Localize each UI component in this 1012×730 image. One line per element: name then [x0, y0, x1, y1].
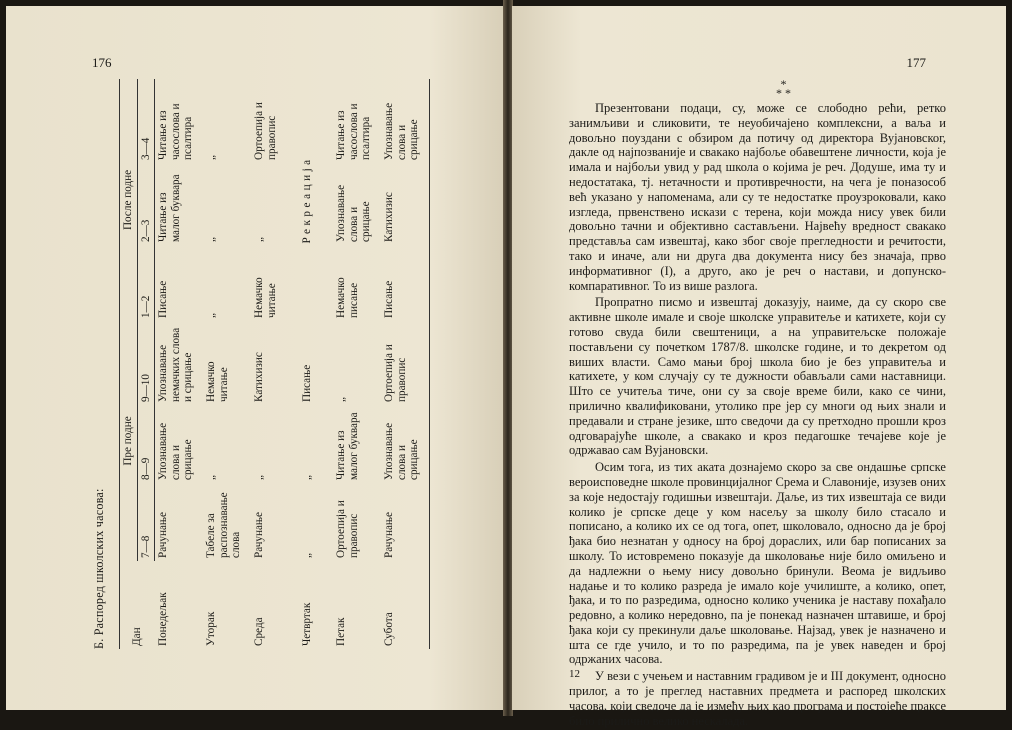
table-cell: Рачунање [381, 483, 430, 561]
table-cell: Немачко читање [253, 277, 278, 318]
hour-header: 2—3 [137, 163, 155, 245]
hour-header: 8—9 [137, 405, 155, 483]
table-cell: „ [205, 155, 218, 160]
school-schedule-table [119, 79, 430, 649]
table-cell: Катихизис [253, 352, 266, 402]
table-row [381, 79, 430, 649]
table-cell: Ортоепија и правопис [253, 102, 278, 160]
body-text [569, 101, 946, 730]
day-cell: Среда [253, 617, 266, 646]
table-row [251, 79, 299, 649]
right-page [512, 6, 1006, 728]
page-number: 176 [92, 55, 112, 70]
left-page [6, 6, 504, 710]
day-cell: Петак [335, 617, 348, 646]
table-cell: Упознавање немачких слова и срицање [157, 327, 195, 402]
table-cell: Ортоепија и правопис [381, 321, 430, 405]
table-row [333, 79, 381, 649]
after-noon-header: После подне [120, 79, 138, 321]
table-cell: Упознавање слова и срицање [381, 405, 430, 483]
day-cell: Уторак [205, 611, 218, 646]
table-cell: Читање из малог буквара [335, 412, 360, 480]
paragraph: У вези с учењем и наставним градивом је и III документ, односно прилог, а то је преглед наставних предмета и распоред школских часова, који сведоче да је између њих као програма и постојеће праксе било прилично велико нескалада. [569, 669, 946, 728]
table-cell: Немачко писање [335, 277, 360, 318]
table-cell: Писање [381, 245, 430, 321]
table-caption: Б. Распоред школских часова: [92, 488, 106, 649]
paragraph: Презентовани подаци, су, може се слободно рећи, ретко занимљиви и сликовити, те неуобичајено комплексни, а ваља и довољно поуздани с обзиром да потичу од директора Вујановског, дакле од најпозваније и свакако најбоље обавештене личности, која је имала и најбољи увид у рад школа о којима је реч. Додуше, има ту и недостатака, тј. нетачности и противречности, на чега је поназоcоб већ указано у напоменама, али су те недостатке проузроковали, како изгледа, првенствено искази с терена, који можда нису увек били довољно тачни и објективно састављени. Највећу вредност свакако представља сам извештај, како због своје прегледности и речитости, тако и иначе, али ни друга два документа нису без значаја, прво информативног (I), а друго, ако је реч о настави, и допунско-компаративног. То из више разлога. [569, 101, 946, 293]
rotated-table-block [89, 59, 461, 649]
before-noon-header: Пре подне [120, 321, 138, 561]
table-cell: „ [335, 397, 348, 402]
table-cell: Упознавање слова и срицање [335, 184, 373, 242]
table-cell: Катихизис [381, 163, 430, 245]
paragraph: Пропратно писмо и извештај доказују, наиме, да су скоро све активне школе имале и своје школске управитеље и катихете, који су готово свуда били свештеници, а на управитељске положаје постављени су почетком 1787/8. школске године, и то декретом од виших власти. Само мањи број школа био је без управитеља и катихете, у ком случају су те дужности обављали сами наставници. Што се учитеља тиче, они су за своје време били, како се чини, прилично квалификовани, утолико пре јер су многи од њих знали и предавали и стране језике, што сведочи да су претходно прошли кроз одговарајуће школе, а свакако и кроз педагошке течајеве које је одржавао сам Вујановски. [569, 295, 946, 458]
table-cell: Табеле за распознавање слова [205, 492, 243, 558]
table-row [203, 79, 251, 649]
table-cell: „ [253, 475, 266, 480]
hour-header: 9—10 [137, 321, 155, 405]
table-cell: Упознавање слова и срицање [157, 422, 195, 480]
signature-mark: 12 [569, 668, 580, 680]
table-cell: Читање из часослова и псалтира [335, 103, 373, 160]
table-cell: „ [253, 237, 266, 242]
table-cell: Упознавање слова и срицање [381, 79, 430, 163]
table-cell: Немачко читање [205, 361, 230, 402]
table-cell: Писање [157, 280, 170, 318]
table-cell: „ [205, 313, 218, 318]
page-number: 177 [906, 55, 926, 70]
paragraph: Осим тога, из тих аката дознајемо скоро за све ондашње српске вероисповедне школе провинцијалног Срема и Славоније, изузев оних за које недостају годишњи извештаји. Даље, из тих извештаја се види колико је српске деце у ком насељу за школу било стасало и пописано, а колико их се од тога, опет, школовало, односно да је број ђака био незнатан у односу на број дораслих, или бар пописаних за школу. То истовремено показује да школовање није било омиљено и да надлежни о њему нису довољно бринули. Веома је видљиво надање и то колико разреда је имало које училиште, а колико, опет, ђака, и то по разредима, односно колико ученика је наставу похађало редовно, а колико нередовно, па је понекад назначен штавише, и број ђака који су прекинули даље школовање. Најзад, увек је назначено и шта се где учило, и то по разредима, па је увек наведен и број одржаних часова. [569, 460, 946, 667]
hour-header: 7—8 [137, 483, 155, 561]
day-header: Дан [120, 561, 155, 649]
table-cell: Рачунање [253, 512, 266, 558]
day-cell: Понедељак [156, 592, 169, 646]
day-cell: Четвртак [301, 602, 314, 646]
hour-header: 1—2 [137, 245, 155, 321]
day-cell: Субота [381, 561, 430, 649]
table-cell: „ [301, 553, 314, 558]
section-stars: * * * [776, 77, 791, 100]
table-cell: Писање [301, 364, 314, 402]
table-cell: „ [205, 475, 218, 480]
table-cell: Рачунање [157, 512, 170, 558]
table-cell: „ [205, 237, 218, 242]
table-cell: Читање из часослова и псалтира [157, 103, 195, 160]
table-cell: „ [301, 475, 314, 480]
table-row [155, 79, 204, 649]
table-row [299, 79, 333, 649]
table-cell: Ортоепија и правопис [335, 500, 360, 558]
table-cell: Читање из малог буквара [157, 174, 182, 242]
hour-header: 3—4 [137, 79, 155, 163]
recreation-cell: Рекреација [301, 156, 314, 244]
